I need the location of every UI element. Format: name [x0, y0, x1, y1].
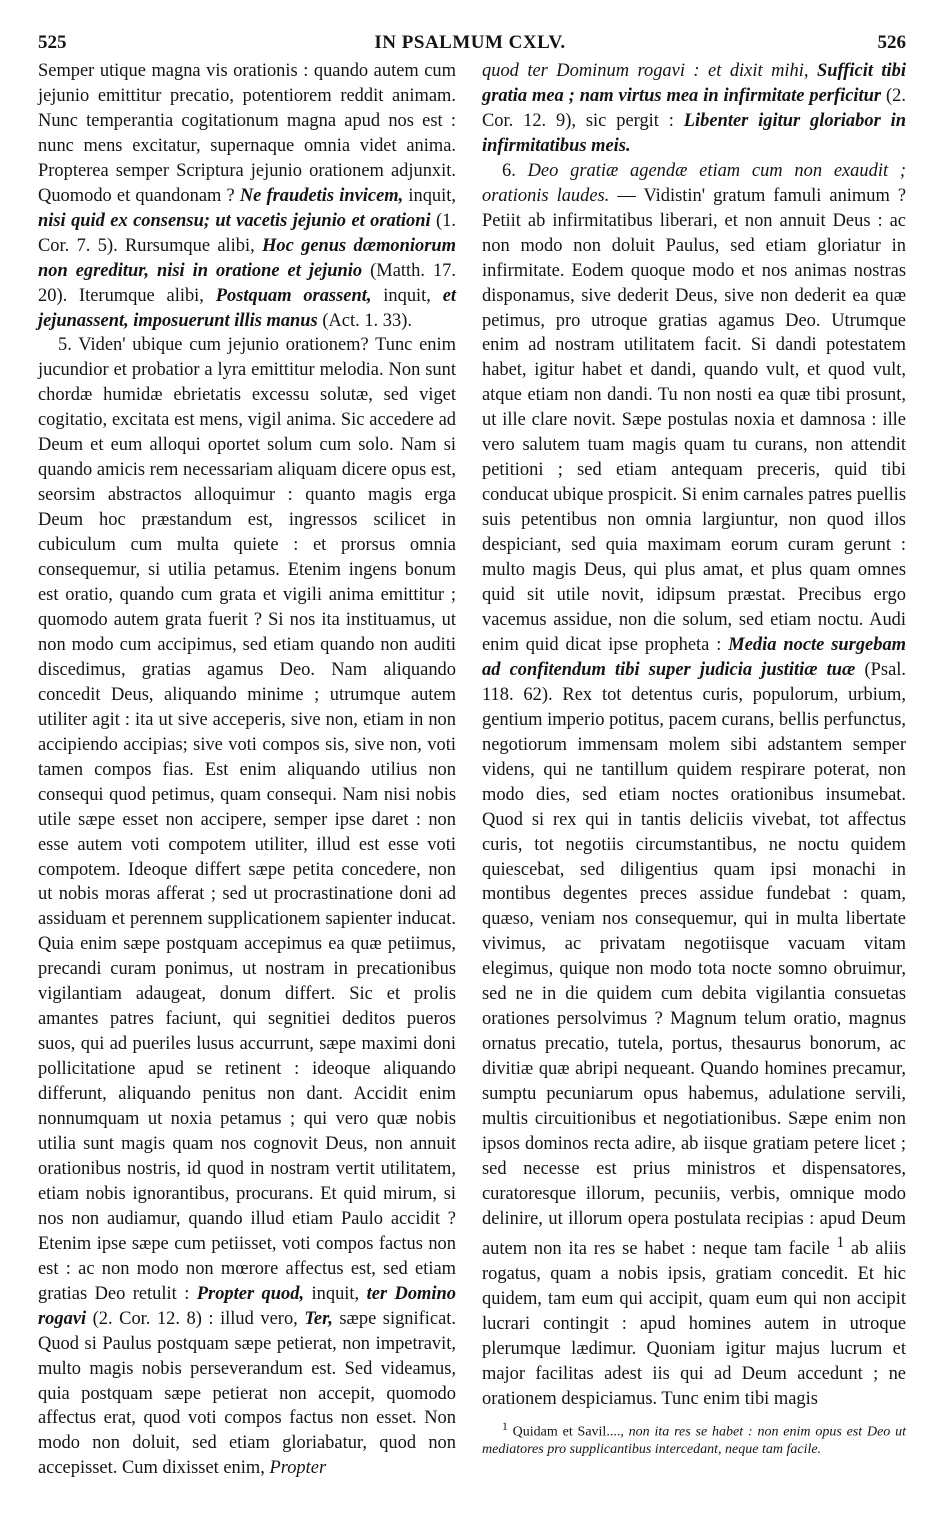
section-heading: Deo gratiæ agendæ etiam cum non exaudit ; orationis laudes.	[482, 159, 906, 205]
paragraph-continued	[38, 58, 456, 332]
quotation: quod ter Dominum rogavi : et dixit mihi,	[482, 60, 809, 80]
citation: (1. Cor. 7. 5). Rursumque alibi,	[38, 209, 456, 255]
text-run: ab aliis rogatus, quam a nobis ipsis, gratiam concedit. Et hic quidem, tam eum qui accipit, quam eum qui non accipit lucrari contingit : apud homines autem in utroque plerumque lædimur. Quoniam igitur majus lucrum et major facilitas adest iis qui ad Deum accedunt ; ne orationem despiciamus. Tunc enim tibi magis	[482, 1237, 907, 1408]
page-number-right: 526	[877, 32, 906, 53]
quotation: Sufficit tibi gratia mea ; nam virtus mea in infirmitate perficitur	[482, 60, 907, 105]
footnote-number: 1	[502, 1420, 508, 1433]
section-number: 6.	[502, 159, 516, 180]
paragraph-5	[38, 332, 456, 1480]
text-run: Semper utique magna vis orationis : quando autem cum jejunio emittitur precatio, potentiorem reddit animam. Nunc temperantia cogitationum magna apud nos est : nunc mens excitatur, supernaque omnia videt anima. Propterea semper Scriptura jejunio orationem adjunxit. Quomodo et quandonam ?	[38, 60, 456, 205]
citation: (Matth. 17. 20). Iterumque alibi,	[38, 259, 457, 305]
text-run: (Psal. 118. 62). Rex tot detentus curis, populorum, urbium, gentium imperio potitus, pacem curans, bellis perfunctus, negotiorum immensam molem sibi adstantem semper videns, qui ne tantillum quidem respirare poterat, non modo dies, sed etiam noctes orationibus insumebat. Quod si rex qui in tantis deliciis vivebat, tot affectus curis, tot negotiis circumstantibus, ne noctu quidem quiescebat, sed diligentius quam ipsi monachi in montibus degentes preces assidue fundebat : quam, quæso, veniam nos consequemur, qui in multa libertate vivimus, ac privatam negotiisque vacuam vitam elegimus, quique non modo tota nocte somno obruimur, sed ne in die quidem cum debita vigilantia consuetas orationes persolvimus ? Magnum telum oratio, magnus ornatus precatio, tutela, portus, thesaurus bonorum, ac divitiæ quæ abripi nequeant. Quando homines precamur, sumptu pecuniarum opus habemus, adulatione servili, multis circuitionibus et negotiationibus. Sæpe enim non ipsos dominos recta adire, ab iisque gratiam petere licet ; sed necesse est prius ministros et dispensatores, curatoresque illorum, pecuniis, verbis, omnique modo delinire, ut illorum opera postulata recipias : apud Deum autem non ita res se habet : neque tam facile	[482, 658, 907, 1258]
text-run: inquit,	[383, 284, 431, 305]
quotation: nisi quid ex consensu; ut vacetis jejunio et orationi	[38, 209, 431, 230]
paragraph-continued	[482, 58, 906, 158]
paragraph-6	[482, 158, 906, 1411]
left-column	[38, 58, 456, 1480]
text-run: inquit,	[311, 1282, 360, 1303]
quotation: Hoc genus dæmoniorum non egreditur, nisi in oratione et jejunio	[38, 234, 456, 280]
right-column	[482, 58, 906, 1411]
footnote-text: Quidam et Savil....,	[512, 1424, 624, 1440]
footnote-text: non ita res se habet : non enim opus est Deo ut mediatores pro supplicantibus intercedant, neque tam facile.	[482, 1424, 907, 1457]
citation: (Act. 1. 33).	[322, 309, 412, 330]
text-run: sæpe significat. Quod si Paulus postquam sæpe petierat, non impetravit, multo magis nobis perseverandum est. Sed videamus, quia postquam sæpe petierat non accepit, quomodo affectus erat, quod voti compos factus non esset. Non modo non doluit, sed etiam gloriabatur, quod non accepisset. Cum dixisset enim,	[38, 1307, 456, 1478]
text-run: inquit,	[408, 184, 456, 205]
quotation: Propter	[269, 1457, 327, 1478]
footnote	[482, 1418, 906, 1458]
quotation: et jejunassent, imposuerunt illis manus	[38, 284, 457, 330]
citation: (2. Cor. 12. 9), sic pergit :	[482, 84, 906, 130]
quotation: Ter,	[304, 1307, 333, 1328]
text-run: 5. Viden' ubique cum jejunio orationem? Tunc enim jucundior et probatior a lyra emittitur melodia. Non sunt chordæ humidæ ebrietatis excessu solutæ, sed viget cogitatio, excitata est mens, vigil anima. Sic accedere ad Deum et eum alloqui oportet solum cum solo. Nam si quando amicis rem necessariam aliquam dicere opus est, seorsim abstractos alloquimur : quanto magis erga Deum hoc præstandum est, ingressos scilicet in cubiculum cum multa quiete : et prorsus omnia consequemur, si utilia petamus. Etenim ingens bonum est oratio, quando cum grata et vigili anima emittitur ; quomodo autem grata fuerit ? Si nos ita instituamus, ut non modo cum accipimus, sed etiam quando non auditi discedimus, gratias agamus Deo. Nam aliquando concedit Deus, aliquando minime ; utrumque autem utiliter agit : ita ut sive acceperis, sive non, etiam in non accipiendo accipias; sive voti compos sis, sive non, voti tamen compos fias. Est enim aliquando utilius non consequi quod petimus, quam consequi. Nam nisi nobis utile sæpe esset non accipere, semper ipse daret : non esse autem voti compotem utiliter, illud est esse voti compotem. Ideoque differt sæpe petita concedere, non ut nobis moras afferat ; sed ut procrastinatione doni ad assiduam et perennem supplicationem sapienter inducat. Quia enim sæpe postquam accepimus ea quæ petiimus, precandi curam ponimus, ut nostram in precationibus vigilantiam adaugeat, donum differt. Sic et prolis amantes patres faciunt, qui segnitiei deditos pueros suos, qui ad pueriles lusus accurrunt, sæpe maximi doni pollicitatione apud se retinent : ideoque aliquando differunt, aliquando penitus non dant. Accidit enim nonnumquam ut noxia petamus ; qui vero quæ nobis utilia sunt magis quam nos cognovit Deus, non annuit orationibus nostris, id quod in nostram vertit utilitatem, etiam nobis ignorantibus, procurans. Et quid mirum, si nos non audiamur, quando illud etiam Paulo accidit ? Etenim ipse sæpe cum petiisset, voti compos factus non est : ac non modo non mœrore affectus est, sed etiam gratias Deo retulit :	[38, 334, 456, 1303]
quotation: Libenter igitur gloriabor in infirmitatibus meis.	[482, 109, 906, 155]
page-number-left: 525	[38, 32, 67, 53]
running-title: IN PSALMUM CXLV.	[374, 32, 566, 53]
quotation: Media nocte surgebam ad confitendum tibi super judicia justitiæ tuæ	[482, 633, 907, 679]
quotation: Propter quod,	[196, 1282, 305, 1303]
citation: (2. Cor. 12. 8) : illud vero,	[92, 1307, 298, 1328]
quotation: Postquam orassent,	[215, 284, 372, 305]
quotation: Ne fraudetis invicem,	[239, 184, 404, 205]
quotation: ter Domino rogavi	[38, 1282, 456, 1328]
page-header	[0, 0, 940, 52]
footnote-marker: 1	[836, 1233, 845, 1251]
text-run: — Vidistin' gratum famuli animum ? Petiit ab infirmitatibus liberari, et non annuit Deus : ac non modo non doluit Paulus, sed etiam gloriatur in infirmitate. Eodem quoque modo et nos animas nostras disponamus, sive dederit Deus, sive non dederit ea quæ petimus, pro utroque gratias agamus Deo. Utrumque enim ad nostram utilitatem facit. Si dandi potestatem habet, igitur habet et dandi, quando vult, et quod vult, atque etiam non dandi. Tu non nosti ea quæ tibi prosunt, ut ille clare novit. Sæpe postulas noxia et damnosa : ille vero salutem tuam magis quam tu curans, non attendit petitioni ; sed etiam antequam preceris, quid tibi conducat ubique prospicit. Si enim carnales patres puellis suis petentibus non omnia largiuntur, non quod illos despiciant, sed quia maximam eorum curam gerunt : multo magis Deus, qui plus amat, et plus quam omnes quid sit utile novit, idipsum præstat. Precibus ergo vacemus assidue, non die solum, sed etiam noctu. Audi enim quid dicat ipse propheta :	[482, 184, 907, 654]
